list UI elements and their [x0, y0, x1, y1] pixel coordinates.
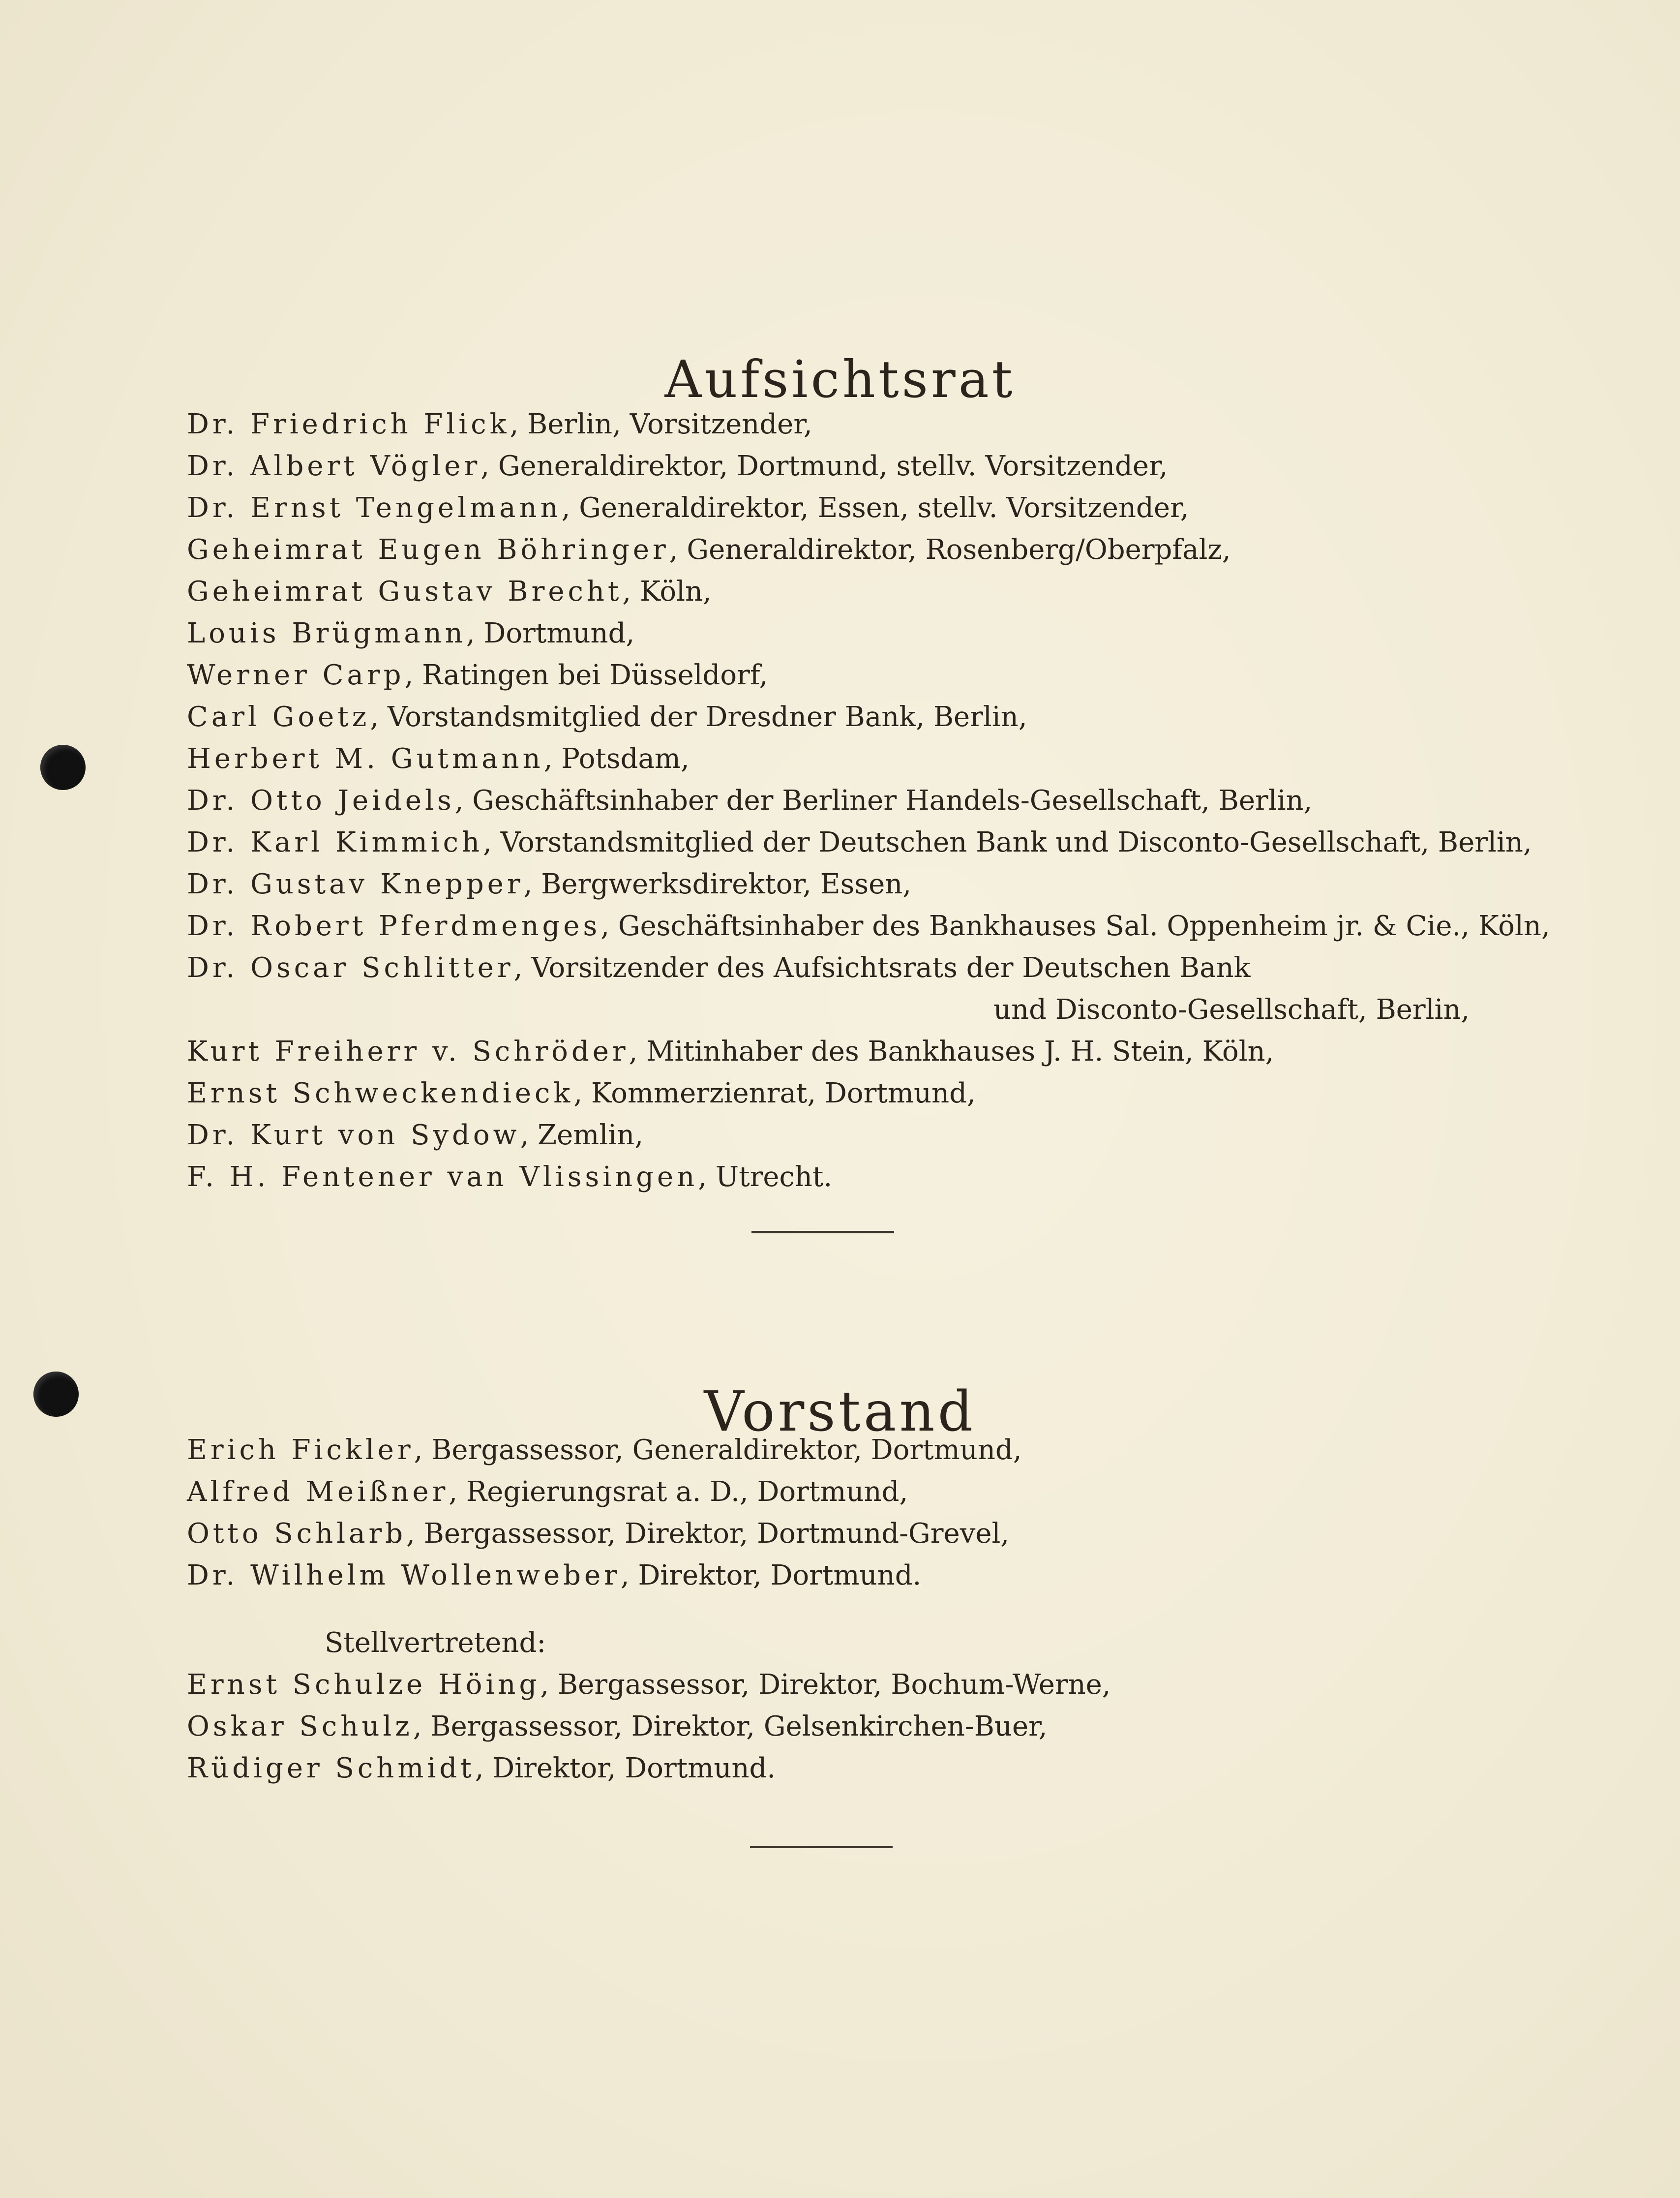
member-line [187, 487, 1550, 529]
member-details: , Geschäftsinhaber des Bankhauses Sal. Oppenheim jr. & Cie., Köln, [600, 910, 1550, 942]
member-line [187, 1156, 1550, 1198]
member-details: , Berlin, Vorsitzender, [510, 408, 812, 440]
member-name: Dr. Otto Jeidels [187, 785, 455, 817]
member-line [187, 1429, 1022, 1471]
member-line [187, 1555, 1022, 1596]
member-line [187, 571, 1550, 612]
member-details: , Vorsitzender des Aufsichtsrats der Deutschen Bank [513, 952, 1251, 984]
member-name: Dr. Robert Pferdmenges [187, 910, 601, 942]
member-name: Alfred Meißner [187, 1476, 449, 1508]
stellvertretend-label: Stellvertretend: [325, 1627, 546, 1659]
member-details: , Generaldirektor, Dortmund, stellv. Vorsitzender, [480, 450, 1168, 482]
member-name: Geheimrat Eugen Böhringer [187, 534, 669, 566]
member-details: , Mitinhaber des Bankhauses J. H. Stein, Köln, [629, 1036, 1274, 1068]
member-name: Oskar Schulz [187, 1710, 413, 1742]
member-details: , Utrecht. [698, 1161, 833, 1193]
member-line [187, 1664, 1111, 1706]
member-line [187, 1031, 1550, 1072]
member-name: Dr. Karl Kimmich [187, 826, 483, 858]
member-details: , Ratingen bei Düsseldorf, [404, 659, 768, 691]
member-line [187, 1114, 1550, 1156]
member-line [187, 1471, 1022, 1513]
member-name: Otto Schlarb [187, 1518, 407, 1550]
member-line [187, 822, 1550, 863]
member-name: Dr. Oscar Schlitter [187, 952, 514, 984]
member-details: , Kommerzienrat, Dortmund, [573, 1077, 976, 1109]
member-details: , Potsdam, [543, 743, 690, 775]
member-details: , Direktor, Dortmund. [620, 1559, 922, 1591]
member-name: Louis Brügmann [187, 617, 466, 649]
member-details: , Bergassessor, Direktor, Gelsenkirchen-Buer, [413, 1710, 1048, 1742]
member-name: Werner Carp [187, 659, 405, 691]
member-line [187, 696, 1550, 738]
member-details: , Bergwerksdirektor, Essen, [523, 868, 912, 900]
member-line [187, 863, 1550, 905]
member-details: , Zemlin, [520, 1119, 644, 1151]
member-name: Herbert M. Gutmann [187, 743, 544, 775]
member-line-continuation [187, 989, 1550, 1031]
member-details: , Direktor, Dortmund. [475, 1752, 776, 1784]
member-details: , Regierungsrat a. D., Dortmund, [449, 1476, 908, 1508]
member-line [187, 612, 1550, 654]
member-details: , Vorstandsmitglied der Dresdner Bank, Berlin, [370, 701, 1027, 733]
stellvertretend-member-list [187, 1664, 1111, 1789]
member-details: und Disconto-Gesellschaft, Berlin, [993, 994, 1470, 1026]
member-name: Ernst Schweckendieck [187, 1077, 574, 1109]
section-divider [751, 1231, 894, 1233]
punch-hole-top [40, 745, 86, 790]
member-details: , Bergassessor, Direktor, Dortmund-Grevel, [406, 1518, 1010, 1550]
member-line [187, 738, 1550, 780]
member-name: Ernst Schulze Höing [187, 1669, 540, 1701]
member-details: , Dortmund, [466, 617, 635, 649]
member-line [187, 445, 1550, 487]
vorstand-heading: Vorstand [704, 1380, 976, 1444]
member-line [187, 947, 1550, 989]
member-name: Dr. Wilhelm Wollenweber [187, 1559, 621, 1591]
member-line [187, 905, 1550, 947]
member-details: , Generaldirektor, Rosenberg/Oberpfalz, [669, 534, 1231, 566]
member-name: Dr. Kurt von Sydow [187, 1119, 520, 1151]
aufsichtsrat-member-list [187, 403, 1550, 1198]
member-name: Dr. Ernst Tengelmann [187, 492, 562, 524]
member-name: Dr. Gustav Knepper [187, 868, 524, 900]
member-name: Rüdiger Schmidt [187, 1752, 475, 1784]
member-name: Geheimrat Gustav Brecht [187, 576, 623, 608]
member-name: Carl Goetz [187, 701, 370, 733]
vorstand-member-list [187, 1429, 1022, 1596]
member-details: , Köln, [622, 576, 712, 608]
member-details: , Geschäftsinhaber der Berliner Handels-Gesellschaft, Berlin, [454, 785, 1313, 817]
end-divider [750, 1846, 893, 1848]
member-details: , Bergassessor, Generaldirektor, Dortmund, [414, 1434, 1022, 1466]
member-details: , Vorstandsmitglied der Deutschen Bank und Disconto-Gesellschaft, Berlin, [483, 826, 1532, 858]
member-details: , Bergassessor, Direktor, Bochum-Werne, [540, 1669, 1111, 1701]
member-line [187, 780, 1550, 822]
member-details: , Generaldirektor, Essen, stellv. Vorsitzender, [561, 492, 1189, 524]
member-name: Erich Fickler [187, 1434, 414, 1466]
member-line [187, 1747, 1111, 1789]
aufsichtsrat-heading: Aufsichtsrat [664, 349, 1016, 409]
member-line [187, 1513, 1022, 1555]
member-name: Dr. Albert Vögler [187, 450, 481, 482]
member-name: Dr. Friedrich Flick [187, 408, 510, 440]
member-line [187, 1706, 1111, 1747]
member-line [187, 403, 1550, 445]
member-line [187, 654, 1550, 696]
member-line [187, 529, 1550, 571]
member-name: F. H. Fentener van Vlissingen [187, 1161, 698, 1193]
member-line [187, 1072, 1550, 1114]
member-name: Kurt Freiherr v. Schröder [187, 1036, 629, 1068]
